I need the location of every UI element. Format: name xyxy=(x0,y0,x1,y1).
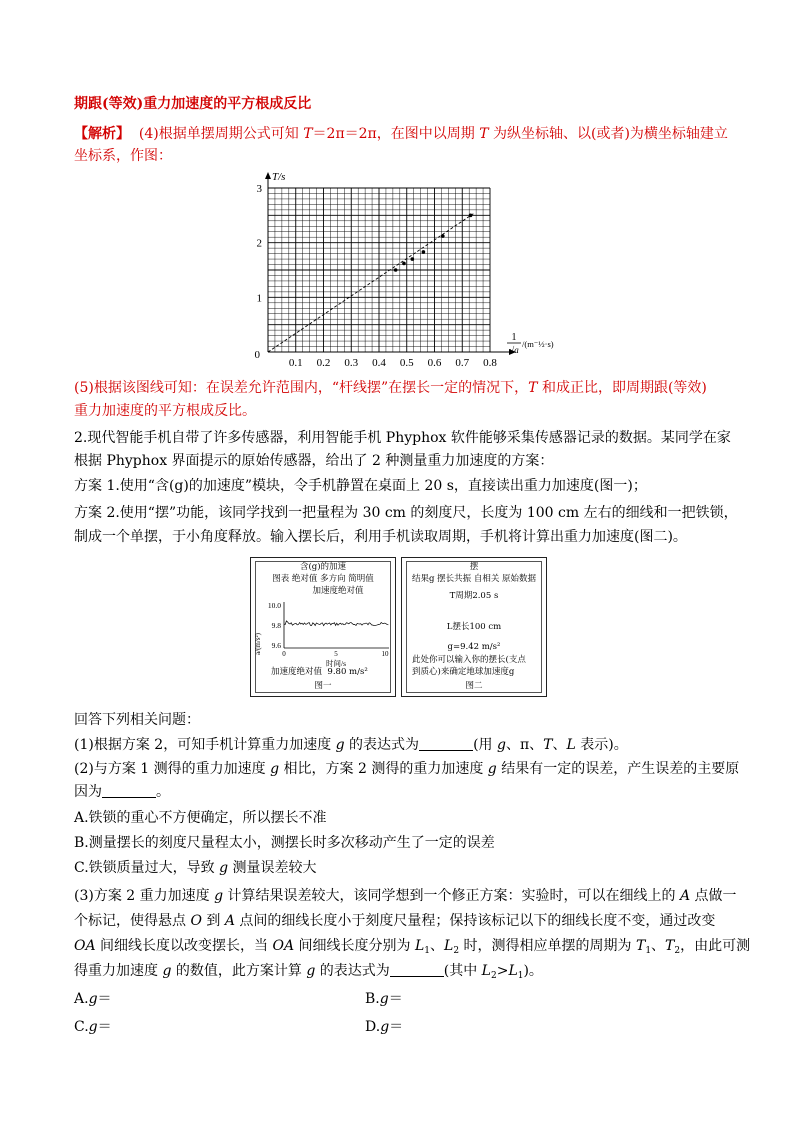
x-axis-label-unit: /(m⁻½·s) xyxy=(522,339,554,349)
fig1-subtitle: 加速度绝对值 xyxy=(312,586,364,596)
sub-question-2-line-1: (2)与方案 1 测得的重力加速度 g 相比，方案 2 测得的重力加速度 g 结果有一定的误差，产生误差的主要原 xyxy=(74,761,740,777)
origin-label: 0 xyxy=(254,349,260,361)
answer-intro: 回答下列相关问题： xyxy=(74,712,200,728)
x-tick-label: 0.2 xyxy=(316,357,331,369)
data-point xyxy=(394,268,398,272)
data-point xyxy=(411,257,415,261)
fig2-g-value: g=9.42 m/s² xyxy=(447,642,501,652)
data-point xyxy=(422,250,426,254)
fig2-note-2: 到质心)来确定地球加速度g xyxy=(412,667,515,677)
fig1-xtick: 10 xyxy=(381,650,389,658)
chart-marks xyxy=(268,214,473,352)
fig1-ytick: 9.6 xyxy=(271,641,281,650)
fig1-plot xyxy=(251,596,395,676)
analysis-line-1: 【解析】 (4)根据单摆周期公式可知 T＝2π＝2π，在图中以周期 T 为纵坐标轴、以(或者)为横坐标轴建立 xyxy=(74,126,728,142)
fig1-ytick: 9.8 xyxy=(271,621,281,630)
period-chart xyxy=(250,170,554,370)
x-tick-label: 0.6 xyxy=(427,357,442,369)
conclusion-line-1: (5)根据该图线可知：在误差允许范围内，“杆线摆”在摆长一定的情况下，T 和成正比，即周期跟(等效) xyxy=(74,380,707,396)
sub-question-1: (1)根据方案 2，可知手机计算重力加速度 g 的表达式为 (用 g、π、T、L 表示)。 xyxy=(74,737,628,753)
chart-grid xyxy=(268,188,490,352)
scheme-2-line-2: 制成一个单摆，于小角度释放。输入摆长后，利用手机读取周期，手机将计算出重力加速度(图二)。 xyxy=(74,529,687,545)
fig2-title: 摆 xyxy=(469,562,479,572)
fig1-xtick: 5 xyxy=(334,650,338,658)
choice-a[interactable]: A.g＝ xyxy=(74,991,112,1007)
y-axis-label: T/s xyxy=(272,171,286,183)
fig1-ylabel: a/(m/s²) xyxy=(254,633,262,655)
fig1-xlabel: 时间/s xyxy=(325,659,347,668)
scheme-2-line-1: 方案 2.使用“摆”功能，该同学找到一把量程为 30 cm 的刻度尺，长度为 100 cm 左右的细线和一把铁锁， xyxy=(74,505,738,521)
fig1-title: 含(g)的加速 xyxy=(299,562,347,572)
sub-question-3-line-2: 个标记，使得悬点 O 到 A 点间的细线长度小于刻度尺量程；保持该标记以下的细线长度不变，通过改变 xyxy=(74,913,716,929)
figure-1-screenshot xyxy=(250,557,396,697)
choice-d[interactable]: D.g＝ xyxy=(365,1019,404,1035)
data-point xyxy=(441,234,445,238)
fig2-period: T周期2.05 s xyxy=(449,591,499,601)
conclusion-line-2: 重力加速度的平方根成反比。 xyxy=(74,403,256,419)
y-tick-label: 1 xyxy=(256,292,262,305)
question-2-line-1: 2.现代智能手机自带了许多传感器，利用智能手机 Phyphox 软件能够采集传感器记录的数据。某同学在家 xyxy=(74,430,731,446)
fig2-note-1: 此处你可以输入你的摆长(支点 xyxy=(412,655,526,665)
fig2-tabs: 结果g 摆长共振 自相关 原始数据 xyxy=(411,574,537,584)
x-tick-label: 0.4 xyxy=(372,357,386,369)
x-tick-label: 0.5 xyxy=(399,357,414,369)
fig1-reading: 加速度绝对值 9.80 m/s² xyxy=(271,667,368,677)
analysis-tag: 【解析】 xyxy=(74,126,130,142)
choice-c[interactable]: C.g＝ xyxy=(74,1019,112,1035)
fig1-signal-line xyxy=(284,621,388,626)
analysis-line-2: 坐标系，作图： xyxy=(74,148,172,164)
answer-blank[interactable] xyxy=(390,962,444,977)
fig1-ytick: 10.0 xyxy=(267,601,281,610)
sub-question-3-line-3: OA 间细线长度以改变摆长，当 OA 间细线长度分别为 $L_1$、$L_2$ 时，测得相应单摆的周期为 $T_1$、$T_2$，由此可测 xyxy=(74,938,751,956)
scheme-1: 方案 1.使用“含(g)的加速度”模块，令手机静置在桌面上 20 s，直接读出重力加速度(图一)； xyxy=(74,478,647,494)
x-tick-label: 0.3 xyxy=(344,357,359,369)
continued-text: 期跟(等效)重力加速度的平方根成反比 xyxy=(74,96,312,112)
sub-question-3-line-1: (3)方案 2 重力加速度 g 计算结果误差较大，该同学想到一个修正方案：实验时，可以在细线上的 A 点做一 xyxy=(74,888,737,904)
y-tick-label: 2 xyxy=(256,237,262,250)
x-axis-label-denominator: √a xyxy=(509,345,519,355)
x-tick-label: 0.1 xyxy=(288,357,303,369)
data-point xyxy=(402,262,406,266)
sub-question-2-line-2: 因为 。 xyxy=(74,784,170,800)
figure-2-screenshot xyxy=(401,557,547,697)
data-point xyxy=(469,214,473,218)
fig1-caption: 图一 xyxy=(314,681,332,691)
x-axis-label-numerator: 1 xyxy=(511,332,517,343)
option-c: C.铁锁质量过大，导致 g 测量误差较大 xyxy=(74,860,317,876)
fig2-caption: 图二 xyxy=(465,681,483,691)
fig1-xtick: 0 xyxy=(282,650,286,658)
answer-blank[interactable] xyxy=(102,783,156,798)
x-tick-label: 0.7 xyxy=(455,357,470,369)
y-tick-label: 3 xyxy=(256,183,262,195)
y-axis-arrow xyxy=(265,172,271,179)
option-b: B.测量摆长的刻度尺量程太小，测摆长时多次移动产生了一定的误差 xyxy=(74,835,495,851)
fig2-length: L摆长100 cm xyxy=(446,622,502,632)
option-a: A.铁锁的重心不方便确定，所以摆长不准 xyxy=(74,810,327,826)
answer-blank[interactable] xyxy=(419,736,473,751)
question-2-line-2: 根据 Phyphox 界面提示的原始传感器，给出了 2 种测量重力加速度的方案： xyxy=(74,453,554,469)
choice-b[interactable]: B.g＝ xyxy=(365,991,403,1007)
sub-question-3-line-4: 得重力加速度 g 的数值，此方案计算 g 的表达式为 (其中 $L_2>L_1$)。 xyxy=(74,963,543,981)
fig1-tabs: 图表 绝对值 多方向 简明值 xyxy=(272,574,374,584)
x-tick-label: 0.8 xyxy=(483,357,497,369)
